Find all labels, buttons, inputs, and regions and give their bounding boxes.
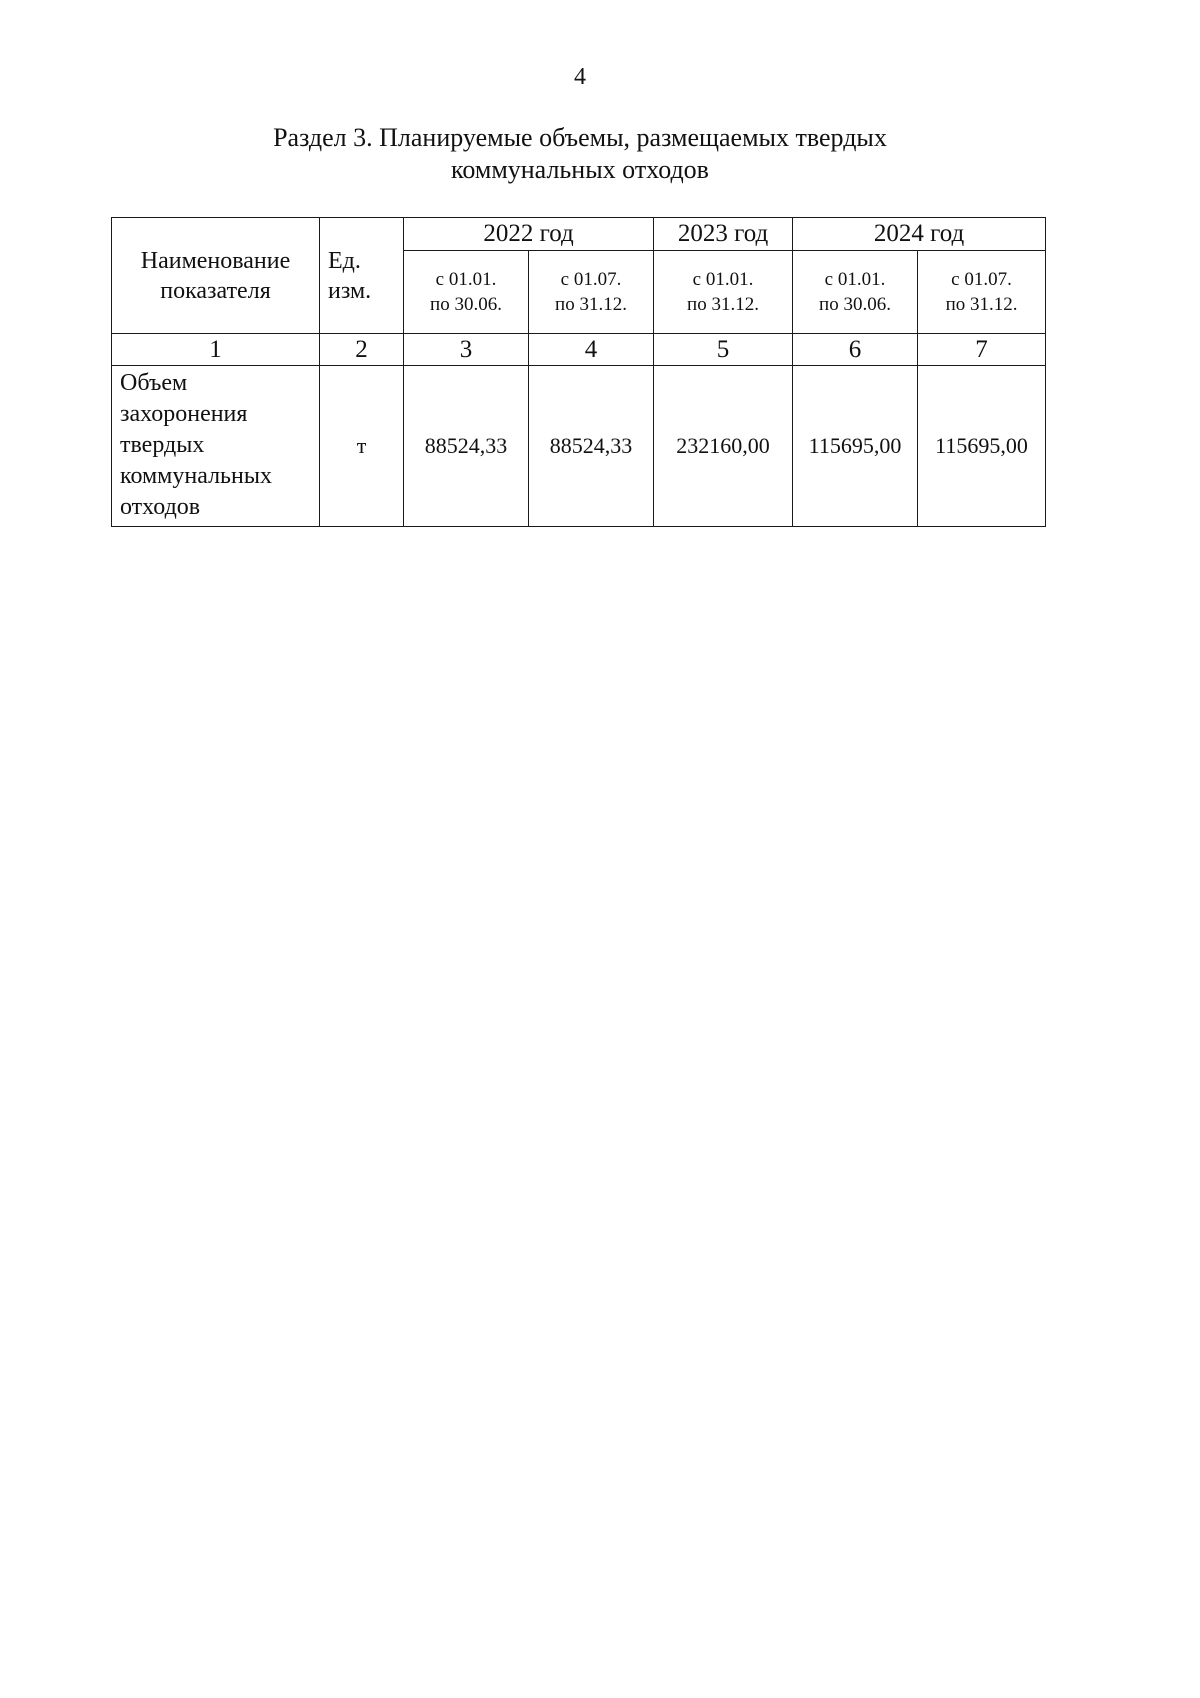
- planned-volumes-table: [111, 217, 1046, 527]
- table-row: [112, 366, 1046, 527]
- header-period-from: с 01.07.: [951, 269, 1012, 290]
- row-value: 88524,33: [404, 366, 529, 527]
- header-period-from: с 01.07.: [560, 269, 622, 290]
- header-period-to: по 31.12.: [555, 294, 627, 315]
- row-value: 115695,00: [793, 366, 918, 527]
- header-period-to: по 31.12.: [945, 294, 1018, 315]
- row-indicator-name-line: захоронения: [120, 401, 248, 427]
- header-period-from: с 01.01.: [824, 269, 886, 290]
- row-value: 88524,33: [529, 366, 654, 527]
- row-unit: т: [320, 366, 404, 527]
- row-indicator-name-line: Объем: [120, 370, 188, 396]
- header-period-from: с 01.01.: [435, 269, 497, 290]
- row-indicator-name-line: отходов: [120, 494, 201, 520]
- table-column-numbers-row: [112, 334, 1046, 366]
- page-number: 4: [574, 64, 586, 90]
- table-header-row-years: [112, 218, 1046, 251]
- header-period: [404, 251, 529, 334]
- header-period: [529, 251, 654, 334]
- header-period-to: по 30.06.: [430, 294, 502, 315]
- column-number: 5: [654, 334, 793, 366]
- row-value: 232160,00: [654, 366, 793, 527]
- column-number: 1: [112, 334, 320, 366]
- header-period: [654, 251, 793, 334]
- column-number: 2: [320, 334, 404, 366]
- column-number: 7: [918, 334, 1046, 366]
- header-year-2024: 2024 год: [793, 218, 1046, 251]
- header-unit: [320, 218, 404, 334]
- row-indicator-name: [112, 366, 320, 527]
- header-year-2023: 2023 год: [654, 218, 793, 251]
- header-period-to: по 31.12.: [687, 294, 759, 315]
- header-period: [793, 251, 918, 334]
- row-indicator-name-line: твердых: [120, 432, 205, 458]
- header-period-from: с 01.01.: [692, 269, 754, 290]
- header-indicator-name-line: Наименование: [140, 247, 291, 274]
- row-indicator-name-line: коммунальных: [120, 463, 272, 489]
- header-unit-line: Ед.: [328, 247, 361, 274]
- header-year-2022: 2022 год: [404, 218, 654, 251]
- column-number: 3: [404, 334, 529, 366]
- header-period-to: по 30.06.: [819, 294, 891, 315]
- column-number: 4: [529, 334, 654, 366]
- column-number: 6: [793, 334, 918, 366]
- row-value: 115695,00: [918, 366, 1046, 527]
- header-period: [918, 251, 1046, 334]
- section-title-line-2: коммунальных отходов: [451, 155, 709, 184]
- header-indicator-name-line: показателя: [160, 277, 271, 304]
- section-title: [150, 122, 1010, 186]
- header-unit-line: изм.: [328, 277, 372, 304]
- header-indicator-name: [112, 218, 320, 334]
- section-title-line-1: Раздел 3. Планируемые объемы, размещаемых твердых: [273, 123, 887, 152]
